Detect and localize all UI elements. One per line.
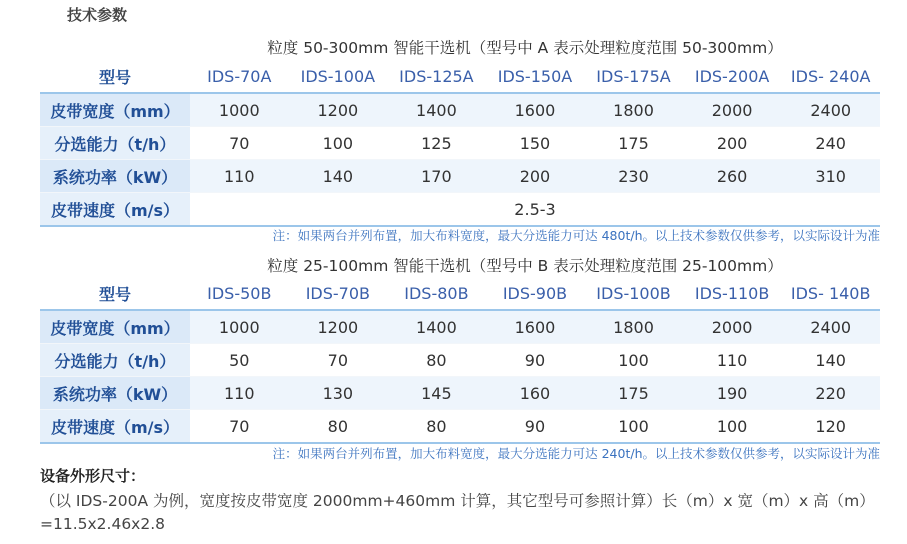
table-cell: 80 xyxy=(387,410,486,444)
table-row xyxy=(40,160,880,193)
table-row xyxy=(40,193,880,227)
merged-speed-cell: 2.5-3 xyxy=(190,193,880,227)
table-cell: 140 xyxy=(289,160,388,193)
model-header-label: 型号 xyxy=(40,277,190,310)
row-label: 系统功率（kW） xyxy=(40,377,190,410)
table-row xyxy=(40,93,880,127)
table-cell: 90 xyxy=(486,344,585,377)
table-cell: 1800 xyxy=(584,310,683,344)
table-cell: 100 xyxy=(584,410,683,444)
model-header-label: 型号 xyxy=(40,60,190,93)
table-cell: 110 xyxy=(683,344,782,377)
model-name: IDS- 240A xyxy=(781,60,880,93)
table-cell: 70 xyxy=(289,344,388,377)
model-name: IDS-125A xyxy=(387,60,486,93)
table-cell: 100 xyxy=(683,410,782,444)
table-cell: 1200 xyxy=(289,93,388,127)
model-name: IDS-110B xyxy=(683,277,782,310)
table-cell: 125 xyxy=(387,127,486,160)
table-cell: 200 xyxy=(486,160,585,193)
row-label: 皮带速度（m/s） xyxy=(40,410,190,444)
dimensions-title: 设备外形尺寸： xyxy=(40,467,146,485)
model-name: IDS-100B xyxy=(584,277,683,310)
table-cell: 1600 xyxy=(486,310,585,344)
table-cell: 1400 xyxy=(387,93,486,127)
model-name: IDS-100A xyxy=(289,60,388,93)
table-cell: 190 xyxy=(683,377,782,410)
table-cell: 200 xyxy=(683,127,782,160)
dimensions-text: （以 IDS-200A 为例，宽度按皮带宽度 2000mm+460mm 计算，其它型号可参照计算）长（m）x 宽（m）x 高（m）=11.5x2.46x2.8 xyxy=(40,492,875,533)
table-cell: 230 xyxy=(584,160,683,193)
spec-table-b xyxy=(40,277,880,444)
model-name: IDS-90B xyxy=(486,277,585,310)
table-cell: 175 xyxy=(584,377,683,410)
section-title: 技术参数 xyxy=(67,6,128,24)
table-cell: 50 xyxy=(190,344,289,377)
row-label: 分选能力（t/h） xyxy=(40,344,190,377)
row-label: 系统功率（kW） xyxy=(40,160,190,193)
table-cell: 1600 xyxy=(486,93,585,127)
model-name: IDS-70B xyxy=(289,277,388,310)
table-cell: 170 xyxy=(387,160,486,193)
table-cell: 2000 xyxy=(683,93,782,127)
spec-table-a xyxy=(40,60,880,227)
table-cell: 1200 xyxy=(289,310,388,344)
table-row xyxy=(40,377,880,410)
table-cell: 110 xyxy=(190,160,289,193)
table-cell: 145 xyxy=(387,377,486,410)
table-row xyxy=(40,127,880,160)
table-cell: 80 xyxy=(289,410,388,444)
table-cell: 240 xyxy=(781,127,880,160)
table-cell: 1000 xyxy=(190,310,289,344)
table-cell: 160 xyxy=(486,377,585,410)
table-row xyxy=(40,344,880,377)
table-row xyxy=(40,410,880,444)
row-label: 皮带宽度（mm） xyxy=(40,93,190,127)
model-name: IDS-70A xyxy=(190,60,289,93)
row-label: 分选能力（t/h） xyxy=(40,127,190,160)
model-name: IDS- 140B xyxy=(781,277,880,310)
table-cell: 80 xyxy=(387,344,486,377)
table-cell: 100 xyxy=(289,127,388,160)
table-cell: 2000 xyxy=(683,310,782,344)
table-cell: 175 xyxy=(584,127,683,160)
model-name: IDS-80B xyxy=(387,277,486,310)
model-name: IDS-50B xyxy=(190,277,289,310)
table2-note: 注：如果两台并列布置，加大布料宽度，最大分选能力可达 240t/h。以上技术参数仅供参考，以实际设计为准 xyxy=(272,446,880,461)
table-cell: 70 xyxy=(190,410,289,444)
table-cell: 110 xyxy=(190,377,289,410)
table-cell: 70 xyxy=(190,127,289,160)
table1-caption: 粒度 50-300mm 智能干选机（型号中 A 表示处理粒度范围 50-300mm） xyxy=(267,39,783,57)
model-name: IDS-175A xyxy=(584,60,683,93)
table-cell: 1400 xyxy=(387,310,486,344)
model-name: IDS-150A xyxy=(486,60,585,93)
table-cell: 140 xyxy=(781,344,880,377)
table-cell: 130 xyxy=(289,377,388,410)
table-cell: 2400 xyxy=(781,310,880,344)
table-cell: 150 xyxy=(486,127,585,160)
table-cell: 120 xyxy=(781,410,880,444)
table-cell: 310 xyxy=(781,160,880,193)
table-row xyxy=(40,310,880,344)
model-name: IDS-200A xyxy=(683,60,782,93)
table-cell: 220 xyxy=(781,377,880,410)
table-cell: 90 xyxy=(486,410,585,444)
table-cell: 260 xyxy=(683,160,782,193)
row-label: 皮带速度（m/s） xyxy=(40,193,190,227)
table-cell: 100 xyxy=(584,344,683,377)
table2-caption: 粒度 25-100mm 智能干选机（型号中 B 表示处理粒度范围 25-100mm） xyxy=(267,257,783,275)
row-label: 皮带宽度（mm） xyxy=(40,310,190,344)
table1-note: 注：如果两台并列布置，加大布料宽度，最大分选能力可达 480t/h。以上技术参数仅供参考，以实际设计为准 xyxy=(272,228,880,243)
table-cell: 2400 xyxy=(781,93,880,127)
table-cell: 1800 xyxy=(584,93,683,127)
table-cell: 1000 xyxy=(190,93,289,127)
